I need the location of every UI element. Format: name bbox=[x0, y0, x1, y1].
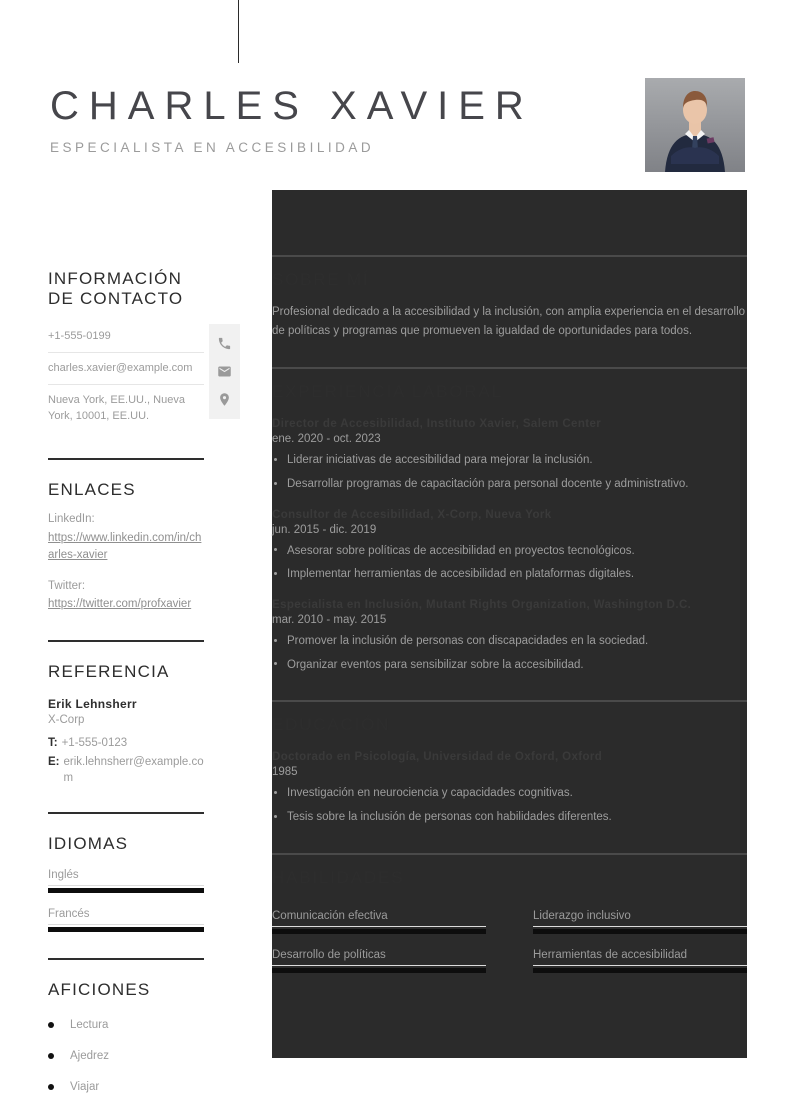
main-column bbox=[272, 255, 747, 973]
sidebar bbox=[48, 269, 204, 1093]
education-heading: EDUCACIÓN bbox=[272, 715, 391, 735]
skills-heading: HABILIDADES bbox=[272, 867, 405, 887]
bullet-text: Implementar herramientas de accesibilidad en plataformas digitales. bbox=[287, 568, 635, 581]
bullet-dot-icon bbox=[48, 1084, 54, 1090]
skill-item bbox=[272, 949, 486, 973]
bullet-dot-icon bbox=[274, 458, 277, 461]
reference-phone-label: T: bbox=[48, 737, 58, 750]
sidebar-divider bbox=[48, 640, 204, 642]
languages-heading: IDIOMAS bbox=[48, 834, 129, 854]
contact-phone: +1-555-0199 bbox=[48, 321, 204, 353]
contact-heading: INFORMACIÓN DE CONTACTO bbox=[48, 269, 184, 308]
list-item bbox=[48, 1019, 204, 1031]
sidebar-divider bbox=[48, 958, 204, 960]
bullet-text: Asesorar sobre políticas de accesibilidad en proyectos tecnológicos. bbox=[287, 544, 635, 557]
section-skills bbox=[272, 853, 747, 973]
contact-address: Nueva York, EE.UU., Nueva York, 10001, EE.UU. bbox=[48, 393, 185, 422]
bullet-text: Organizar eventos para sensibilizar sobre la accesibilidad. bbox=[287, 658, 584, 671]
language-item bbox=[48, 908, 204, 932]
linkedin-link[interactable]: https://www.linkedin.com/in/charles-xavier bbox=[48, 531, 202, 561]
degree-bullets bbox=[272, 785, 747, 825]
degree-title: Doctorado en Psicología, Universidad de Oxford, Oxford bbox=[272, 751, 603, 764]
list-item bbox=[272, 452, 747, 469]
bullet-dot-icon bbox=[48, 1053, 54, 1059]
contact-icon-rail bbox=[209, 324, 240, 419]
reference-heading: REFERENCIA bbox=[48, 661, 170, 681]
job-entry bbox=[272, 599, 747, 673]
list-item bbox=[48, 1081, 204, 1093]
section-education bbox=[272, 700, 747, 825]
language-name: Francés bbox=[48, 908, 204, 925]
language-level-bar bbox=[48, 927, 204, 932]
reference-email-label: E: bbox=[48, 756, 60, 769]
link-label: LinkedIn: bbox=[48, 513, 95, 526]
skill-name: Comunicación efectiva bbox=[272, 910, 486, 927]
bullet-dot-icon bbox=[274, 662, 277, 665]
list-item bbox=[272, 657, 747, 674]
reference-name: Erik Lehnsherr bbox=[48, 697, 137, 712]
skill-name: Liderazgo inclusivo bbox=[533, 910, 747, 927]
list-item bbox=[272, 476, 747, 493]
skill-name: Desarrollo de políticas bbox=[272, 949, 486, 966]
bullet-dot-icon bbox=[48, 1022, 54, 1028]
header bbox=[50, 84, 610, 155]
contact-rows bbox=[48, 321, 204, 432]
link-label: Twitter: bbox=[48, 580, 86, 593]
job-bullets bbox=[272, 452, 747, 492]
reference-email bbox=[48, 754, 204, 786]
hobby-label: Viajar bbox=[70, 1080, 100, 1093]
skill-name: Herramientas de accesibilidad bbox=[533, 949, 747, 966]
contact-email[interactable]: charles.xavier@example.com bbox=[48, 353, 204, 385]
job-title: Director de Accesibilidad, Instituto Xavier, Salem Center bbox=[272, 418, 602, 431]
degree-entry bbox=[272, 751, 747, 825]
skill-level-bar bbox=[272, 929, 486, 934]
bullet-text: Tesis sobre la inclusión de personas con habilidades diferentes. bbox=[287, 810, 612, 823]
skill-level-bar bbox=[533, 929, 747, 934]
links-heading: ENLACES bbox=[48, 479, 136, 499]
skill-level-bar bbox=[533, 968, 747, 973]
bullet-text: Promover la inclusión de personas con discapacidades en la sociedad. bbox=[287, 634, 649, 647]
bullet-dot-icon bbox=[274, 815, 277, 818]
bullet-dot-icon bbox=[274, 791, 277, 794]
list-item bbox=[272, 785, 747, 802]
location-icon bbox=[217, 392, 232, 407]
language-name: Inglés bbox=[48, 869, 204, 886]
bullet-text: Desarrollar programas de capacitación para personal docente y administrativo. bbox=[287, 477, 689, 490]
hobby-label: Ajedrez bbox=[70, 1049, 109, 1062]
language-level-bar bbox=[48, 888, 204, 893]
job-entry bbox=[272, 509, 747, 583]
degree-dates: 1985 bbox=[272, 766, 298, 779]
about-heading: SOBRE MÍ bbox=[272, 270, 370, 289]
list-item bbox=[272, 633, 747, 650]
list-item bbox=[272, 543, 747, 560]
reference-phone bbox=[48, 735, 204, 751]
skill-item bbox=[272, 910, 486, 934]
bullet-text: Liderar iniciativas de accesibilidad para mejorar la inclusión. bbox=[287, 454, 593, 467]
skill-item bbox=[533, 949, 747, 973]
reference-phone-value: +1-555-0123 bbox=[61, 737, 128, 750]
reference-email-value[interactable]: erik.lehnsherr@example.com bbox=[63, 756, 204, 785]
vertical-divider-top bbox=[238, 0, 239, 63]
phone-icon bbox=[217, 336, 232, 351]
job-title: Consultor de Accesibilidad, X-Corp, Nueva York bbox=[272, 508, 552, 521]
job-bullets bbox=[272, 543, 747, 583]
skill-level-bar bbox=[272, 968, 486, 973]
job-dates: mar. 2010 - may. 2015 bbox=[272, 613, 387, 626]
bullet-dot-icon bbox=[274, 548, 277, 551]
section-experience bbox=[272, 367, 747, 673]
job-bullets bbox=[272, 633, 747, 673]
skills-grid bbox=[272, 910, 747, 973]
bullet-dot-icon bbox=[274, 639, 277, 642]
profile-photo bbox=[645, 78, 745, 172]
job-title: Especialista en Inclusión, Mutant Rights Organization, Washington D.C. bbox=[272, 598, 692, 611]
link-item-linkedin bbox=[48, 511, 204, 564]
bullet-dot-icon bbox=[274, 572, 277, 575]
skill-item bbox=[533, 910, 747, 934]
about-text: Profesional dedicado a la accesibilidad y la inclusión, con amplia experiencia en el desarrollo de políticas y programas que promueven la igualdad de oportunidades para todos. bbox=[272, 306, 746, 337]
header-subtitle: ESPECIALISTA EN ACCESIBILIDAD bbox=[50, 140, 375, 155]
link-item-twitter bbox=[48, 578, 204, 614]
hobby-label: Lectura bbox=[70, 1018, 109, 1031]
sidebar-divider bbox=[48, 812, 204, 814]
hobby-list bbox=[48, 1019, 204, 1093]
page-title: CHARLES XAVIER bbox=[50, 84, 534, 128]
job-dates: jun. 2015 - dic. 2019 bbox=[272, 523, 377, 536]
portrait-illustration bbox=[645, 78, 745, 172]
bullet-dot-icon bbox=[274, 482, 277, 485]
job-entry bbox=[272, 418, 747, 492]
section-about bbox=[272, 255, 747, 340]
list-item bbox=[272, 566, 747, 583]
hobbies-heading: AFICIONES bbox=[48, 980, 151, 1000]
sidebar-divider bbox=[48, 458, 204, 460]
bullet-text: Investigación en neurociencia y capacidades cognitivas. bbox=[287, 787, 573, 800]
list-item bbox=[272, 809, 747, 826]
list-item bbox=[48, 1050, 204, 1062]
mail-icon bbox=[217, 364, 232, 379]
experience-heading: EXPERIENCIA LABORAL bbox=[272, 382, 503, 402]
job-dates: ene. 2020 - oct. 2023 bbox=[272, 433, 381, 446]
language-item bbox=[48, 869, 204, 893]
reference-company: X-Corp bbox=[48, 714, 85, 727]
twitter-link[interactable]: https://twitter.com/profxavier bbox=[48, 598, 192, 611]
